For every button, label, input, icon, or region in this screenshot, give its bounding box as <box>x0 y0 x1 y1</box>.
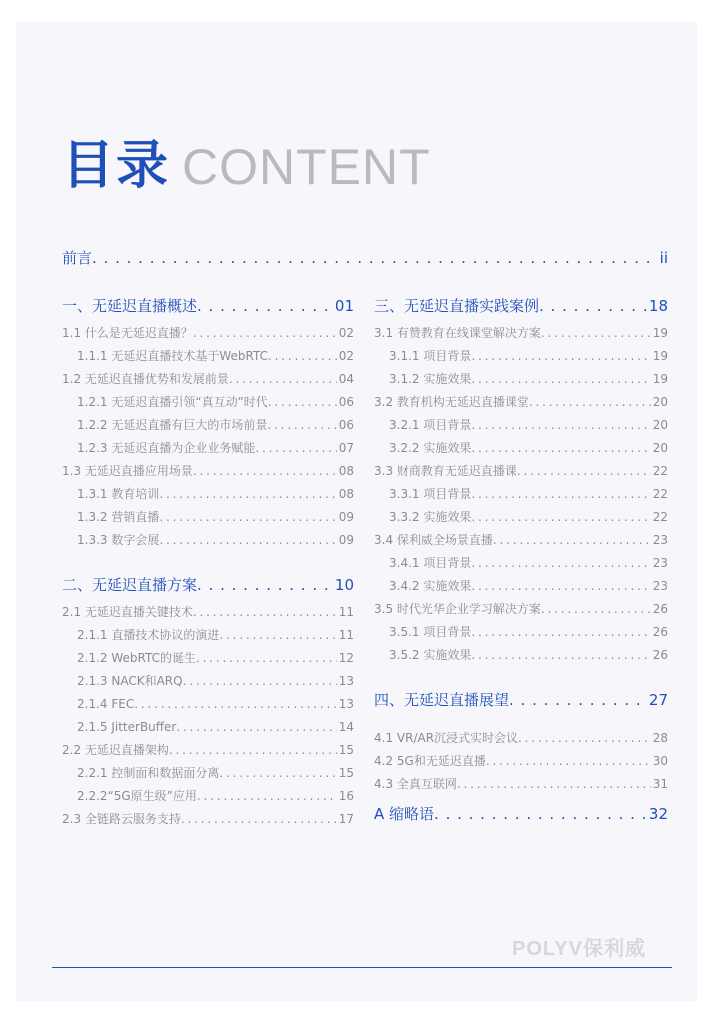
toc-label: 3.3.2 实施效果 <box>389 510 472 524</box>
toc-label: 2.1.4 FEC <box>77 697 135 711</box>
leader-dots <box>471 555 650 571</box>
toc-label: 3.4.2 实施效果 <box>389 579 472 593</box>
toc-page: 32 <box>648 805 668 823</box>
toc-page: 23 <box>652 556 668 570</box>
toc-label: 1.1.1 无延迟直播技术基于WebRTC <box>77 349 268 363</box>
toc-entry[interactable] <box>389 578 668 594</box>
toc-label: 1.3 无延迟直播应用场景 <box>62 464 193 478</box>
toc-preface[interactable] <box>62 248 668 268</box>
toc-page: 19 <box>652 349 668 363</box>
toc-entry[interactable] <box>62 371 354 387</box>
toc-label: 3.1.2 实施效果 <box>389 372 472 386</box>
toc-label: 1.2.3 无延迟直播为企业业务赋能 <box>77 441 256 455</box>
toc-entry[interactable] <box>389 647 668 663</box>
leader-dots <box>471 440 650 456</box>
toc-page: ii <box>659 249 668 267</box>
leader-dots <box>471 486 650 502</box>
toc-page: 17 <box>338 812 354 826</box>
toc-page: 23 <box>652 533 668 547</box>
toc-page: 15 <box>338 743 354 757</box>
toc-label: 3.5 时代光华企业学习解决方案 <box>374 602 541 616</box>
toc-entry[interactable] <box>374 532 668 548</box>
leader-dots <box>255 440 336 456</box>
leader-dots <box>197 575 333 595</box>
leader-dots <box>229 371 337 387</box>
toc-page: 07 <box>338 441 354 455</box>
toc-label: 3.5.2 实施效果 <box>389 648 472 662</box>
leader-dots <box>471 371 650 387</box>
page-title <box>62 132 431 196</box>
toc-label: 3.3.1 项目背景 <box>389 487 472 501</box>
leader-dots <box>517 463 651 479</box>
toc-page: 09 <box>338 533 354 547</box>
toc-label: 1.2 无延迟直播优势和发展前景 <box>62 372 229 386</box>
toc-entry[interactable] <box>77 673 354 689</box>
toc-entry[interactable] <box>77 440 354 456</box>
leader-dots <box>471 417 650 433</box>
leader-dots <box>92 248 658 268</box>
leader-dots <box>159 532 336 548</box>
leader-dots <box>159 486 336 502</box>
leader-dots <box>169 742 337 758</box>
toc-entry[interactable] <box>389 624 668 640</box>
toc-entry[interactable] <box>374 776 668 792</box>
toc-label: 2.2.2“5G原生级”应用 <box>77 789 197 803</box>
toc-page: 15 <box>338 766 354 780</box>
leader-dots <box>471 348 650 364</box>
toc-page: 20 <box>652 395 668 409</box>
toc-label: 4.2 5G和无延迟直播 <box>374 754 486 768</box>
toc-label: 四、无延迟直播展望 <box>374 691 510 709</box>
toc-page: 08 <box>338 487 354 501</box>
leader-dots <box>509 690 647 710</box>
toc-entry[interactable] <box>374 601 668 617</box>
toc-entry[interactable] <box>389 371 668 387</box>
toc-label: 一、无延迟直播概述 <box>62 297 198 315</box>
toc-entry[interactable] <box>77 417 354 433</box>
toc-label: 3.1 有赞教育在线课堂解决方案 <box>374 326 541 340</box>
toc-entry[interactable] <box>389 486 668 502</box>
leader-dots <box>197 296 333 316</box>
leader-dots <box>541 601 651 617</box>
toc-label: 1.3.3 数字会展 <box>77 533 160 547</box>
leader-dots <box>134 696 337 712</box>
toc-label: 3.2.2 实施效果 <box>389 441 472 455</box>
toc-label: 4.3 全真互联网 <box>374 777 457 791</box>
toc-label: 3.5.1 项目背景 <box>389 625 472 639</box>
leader-dots <box>193 463 337 479</box>
toc-label: 4.1 VR/AR沉浸式实时会议 <box>374 731 519 745</box>
toc-page: 06 <box>338 395 354 409</box>
toc-entry[interactable] <box>77 627 354 643</box>
toc-entry[interactable] <box>77 696 354 712</box>
toc-page: 13 <box>338 674 354 688</box>
toc-page: 22 <box>652 510 668 524</box>
toc-label: 1.2.1 无延迟直播引领“真互动”时代 <box>77 395 268 409</box>
toc-entry[interactable] <box>77 719 354 735</box>
toc-page: 16 <box>338 789 354 803</box>
leader-dots <box>529 394 651 410</box>
toc-label: 二、无延迟直播方案 <box>62 576 198 594</box>
toc-label: 2.1 无延迟直播关键技术 <box>62 605 193 619</box>
toc-entry[interactable] <box>389 555 668 571</box>
toc-label: 2.2.1 控制面和数据面分离 <box>77 766 220 780</box>
toc-entry[interactable] <box>77 348 354 364</box>
toc-entry[interactable] <box>374 463 668 479</box>
leader-dots <box>183 673 337 689</box>
toc-entry[interactable] <box>389 417 668 433</box>
leader-dots <box>268 394 337 410</box>
leader-dots <box>193 325 337 341</box>
toc-page: 08 <box>338 464 354 478</box>
leader-dots <box>268 348 337 364</box>
toc-page: 27 <box>648 691 668 709</box>
leader-dots <box>471 624 650 640</box>
toc-label: 1.1 什么是无延迟直播？ <box>62 326 193 340</box>
toc-section-1[interactable] <box>62 296 354 316</box>
title-chinese: 目录 <box>62 136 171 196</box>
leader-dots <box>486 753 651 769</box>
toc-page: 20 <box>652 418 668 432</box>
toc-entry[interactable] <box>374 730 668 746</box>
toc-label: 2.1.3 NACK和ARQ <box>77 674 183 688</box>
leader-dots <box>457 776 651 792</box>
toc-entry[interactable] <box>77 765 354 781</box>
leader-dots <box>176 719 336 735</box>
leader-dots <box>471 578 650 594</box>
toc-label: 1.3.2 营销直播 <box>77 510 160 524</box>
toc-entry[interactable] <box>389 509 668 525</box>
toc-entry[interactable] <box>62 742 354 758</box>
leader-dots <box>219 627 336 643</box>
toc-page: 06 <box>338 418 354 432</box>
toc-page: 13 <box>338 697 354 711</box>
toc-entry[interactable] <box>77 650 354 666</box>
leader-dots <box>493 532 651 548</box>
toc-page: 26 <box>652 625 668 639</box>
leader-dots <box>471 647 650 663</box>
footer-divider <box>52 967 672 968</box>
toc-page: 23 <box>652 579 668 593</box>
toc-entry[interactable] <box>77 486 354 502</box>
toc-page: 26 <box>652 602 668 616</box>
leader-dots <box>159 509 336 525</box>
toc-label: 3.1.1 项目背景 <box>389 349 472 363</box>
toc-label: 三、无延迟直播实践案例 <box>374 297 540 315</box>
leader-dots <box>539 296 647 316</box>
toc-page: 19 <box>652 372 668 386</box>
toc-entry[interactable] <box>77 788 354 804</box>
toc-page: 11 <box>338 628 354 642</box>
toc-page: 19 <box>652 326 668 340</box>
toc-entry[interactable] <box>62 811 354 827</box>
toc-section-4[interactable] <box>374 690 668 710</box>
toc-label: 1.3.1 教育培训 <box>77 487 160 501</box>
toc-label: 3.4 保利威全场景直播 <box>374 533 493 547</box>
toc-page: 09 <box>338 510 354 524</box>
leader-dots <box>267 417 336 433</box>
toc-section-appendix[interactable] <box>374 804 668 824</box>
toc-entry[interactable] <box>77 509 354 525</box>
toc-entry[interactable] <box>62 463 354 479</box>
toc-label: 3.2.1 项目背景 <box>389 418 472 432</box>
toc-page: 28 <box>652 731 668 745</box>
toc-entry[interactable] <box>62 325 354 341</box>
toc-entry[interactable] <box>77 532 354 548</box>
title-english: CONTENT <box>182 139 431 195</box>
toc-page: 10 <box>334 576 354 594</box>
leader-dots <box>196 650 337 666</box>
toc-page: 22 <box>652 487 668 501</box>
toc-section-2[interactable] <box>62 575 354 595</box>
toc-label: 3.4.1 项目背景 <box>389 556 472 570</box>
toc-label: A 缩略语 <box>374 805 435 823</box>
toc-page: 22 <box>652 464 668 478</box>
polyv-logo: POLYV保利威 <box>512 938 646 960</box>
toc-label: 前言 <box>62 249 93 267</box>
toc-entry[interactable] <box>389 440 668 456</box>
leader-dots <box>434 804 647 824</box>
toc-page: 31 <box>652 777 668 791</box>
toc-entry[interactable] <box>374 325 668 341</box>
toc-page: 18 <box>648 297 668 315</box>
toc-label: 2.2 无延迟直播架构 <box>62 743 169 757</box>
toc-section-3[interactable] <box>374 296 668 316</box>
toc-page: 11 <box>338 605 354 619</box>
toc-label: 3.2 教育机构无延迟直播课堂 <box>374 395 529 409</box>
toc-page: 12 <box>338 651 354 665</box>
toc-entry[interactable] <box>374 394 668 410</box>
toc-label: 2.1.1 直播技术协议的演进 <box>77 628 220 642</box>
toc-entry[interactable] <box>62 604 354 620</box>
leader-dots <box>518 730 651 746</box>
leader-dots <box>541 325 651 341</box>
leader-dots <box>197 788 337 804</box>
toc-page: 01 <box>334 297 354 315</box>
toc-page: 14 <box>338 720 354 734</box>
toc-label: 2.1.2 WebRTC的诞生 <box>77 651 196 665</box>
toc-label: 2.1.5 JitterBuffer <box>77 720 177 734</box>
toc-label: 1.2.2 无延迟直播有巨大的市场前景 <box>77 418 268 432</box>
toc-page: 26 <box>652 648 668 662</box>
leader-dots <box>181 811 337 827</box>
leader-dots <box>219 765 336 781</box>
toc-label: 3.3 财商教育无延迟直播课 <box>374 464 517 478</box>
toc-entry[interactable] <box>77 394 354 410</box>
toc-label: 2.3 全链路云服务支持 <box>62 812 181 826</box>
toc-page: 04 <box>338 372 354 386</box>
toc-page: 30 <box>652 754 668 768</box>
toc-page: 20 <box>652 441 668 455</box>
toc-page: 02 <box>338 349 354 363</box>
toc-page: 02 <box>338 326 354 340</box>
toc-entry[interactable] <box>389 348 668 364</box>
leader-dots <box>193 604 337 620</box>
toc-entry[interactable] <box>374 753 668 769</box>
leader-dots <box>471 509 650 525</box>
